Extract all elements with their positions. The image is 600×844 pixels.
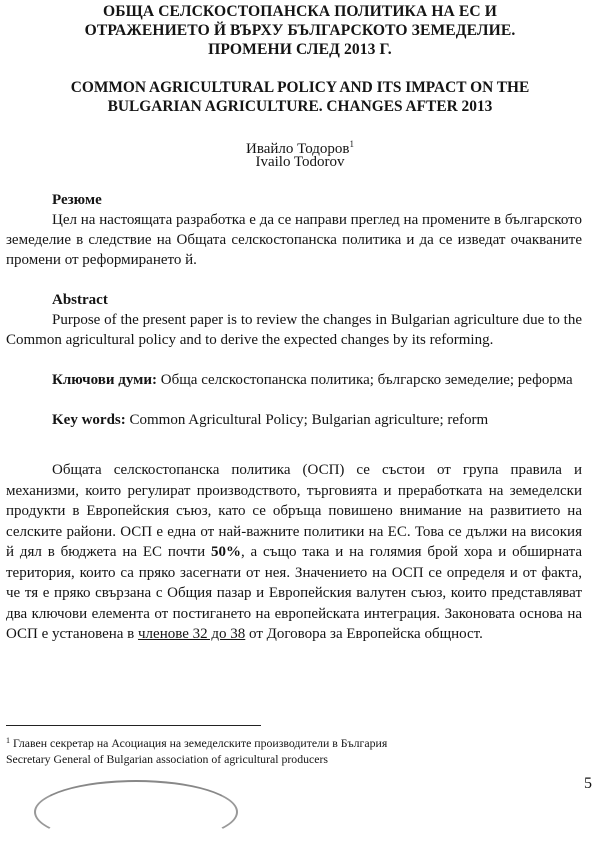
- keywords-bg-label: Ключови думи:: [52, 372, 158, 388]
- title-bg-line-2: ОТРАЖЕНИЕТО Й ВЪРХУ БЪЛГАРСКОТО ЗЕМЕДЕЛИЕ.: [84, 22, 516, 39]
- summary-section: [6, 190, 582, 270]
- page-number: 5: [584, 775, 592, 792]
- keywords-en: [6, 410, 582, 430]
- keywords-en-text: Common Agricultural Policy; Bulgarian agriculture; reform: [125, 412, 489, 428]
- abstract-text: Purpose of the present paper is to review the changes in Bulgarian agriculture due to the Common agricultural policy and to derive the expected changes by its reforming.: [6, 312, 582, 348]
- body-bold-percent: 50%: [210, 544, 241, 560]
- summary-heading: Резюме: [52, 192, 102, 208]
- author-footnote-mark: 1: [349, 139, 354, 149]
- body-underlined-articles: членове 32 до 38: [138, 626, 246, 642]
- footnote-mark: 1: [6, 736, 10, 745]
- abstract-heading: Abstract: [52, 292, 108, 308]
- author-en: Ivailo Todorov: [255, 154, 345, 170]
- author-bg-name: Ивайло Тодоров: [246, 141, 350, 157]
- keywords-en-label: Key words:: [52, 412, 126, 428]
- footnote: [6, 733, 582, 767]
- title-english: [10, 78, 590, 116]
- footnote-text-bg: Главен секретар на Асоциация на земеделските производители в България: [10, 736, 388, 750]
- title-bg-line-1: ОБЩА СЕЛСКОСТОПАНСКА ПОЛИТИКА НА ЕС И: [102, 3, 498, 20]
- body-paragraph: [6, 460, 582, 645]
- abstract-section: [6, 290, 582, 350]
- body-text-3: от Договора за Европейска общност.: [245, 626, 483, 642]
- title-bulgarian: [10, 2, 590, 59]
- summary-text: Цел на настоящата разработка е да се направи преглед на промените в българското земеделие в следствие на Общата селскостопанска политика и да се изведат очакваните промени от реформирането й.: [6, 212, 582, 268]
- title-bg-line-3: ПРОМЕНИ СЛЕД 2013 Г.: [208, 41, 392, 58]
- keywords-bg: [6, 370, 582, 390]
- title-en-line-2: BULGARIAN AGRICULTURE. CHANGES AFTER 2013: [107, 98, 493, 115]
- footnote-line-1: [6, 733, 582, 751]
- body-text-2: , а също така и на голямия брой хора и обширната територия, които са пряко засегнати от нея. Значението на ОСП се определя и от факта, че тя е пряко свързана с Общия пазар и Европейския валутен съюз, които представляват два ключови елемента от постигането на европейската интеграция. Законовата основа на ОСП е установена в: [6, 544, 582, 642]
- stamp-mark: [34, 780, 238, 844]
- body-text-1: Общата селскостопанска политика (ОСП) се състои от група правила и механизми, които регулират производството, търговията и преработката на земеделски продукти в Европейския съюз, като се обръща повишено внимание на развитието на селските райони. ОСП е една от най-важните политики на ЕС. Това се дължи на високия й дял в бюджета на ЕС почти: [6, 462, 582, 560]
- title-en-line-1: COMMON AGRICULTURAL POLICY AND ITS IMPACT ON THE: [70, 79, 530, 96]
- keywords-bg-text: Обща селскостопанска политика; българско земеделие; реформа: [157, 372, 573, 388]
- footnote-separator: [6, 725, 261, 726]
- footnote-line-2: Secretary General of Bulgarian association of agricultural producers: [6, 752, 328, 766]
